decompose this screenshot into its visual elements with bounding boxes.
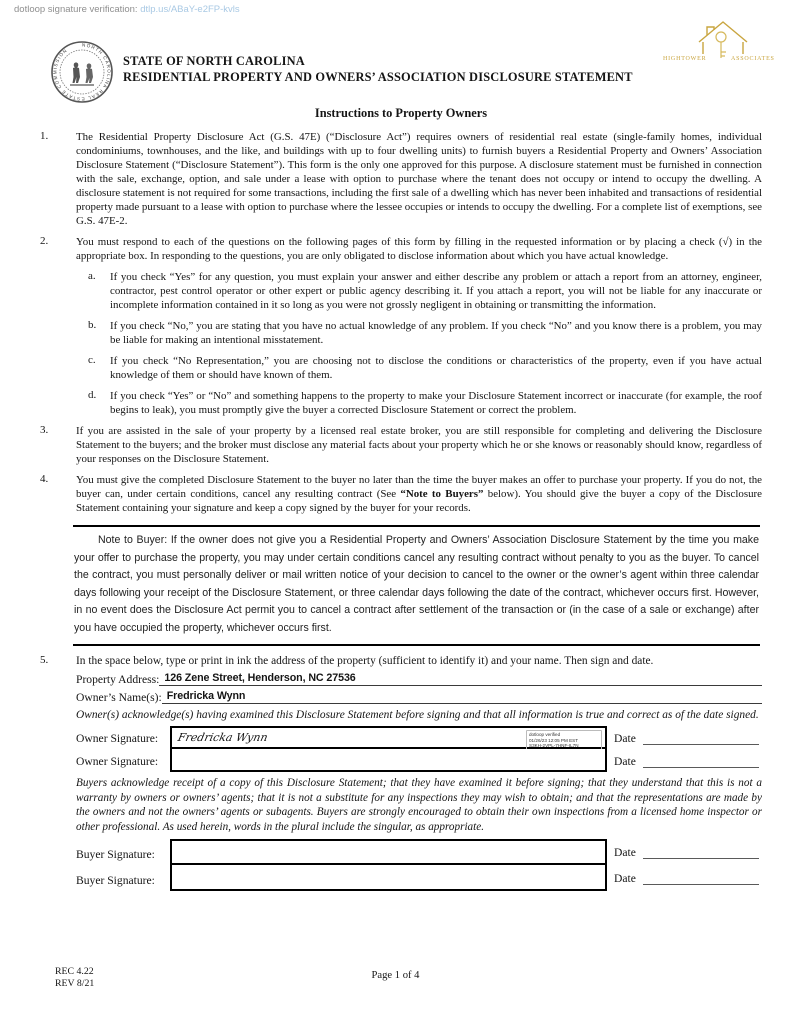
logo-word-right: ASSOCIATES: [731, 56, 775, 62]
owners-name-label: Owner’s Name(s):: [76, 690, 162, 704]
verification-bar: [14, 4, 240, 15]
note-to-buyer-box: Note to Buyer: If the owner does not give you a Residential Property and Owners’ Association Disclosure Statement by the time you make your offer to purchase the property, you may under certain conditions cancel any resulting contract without penalty to you as the buyer. To cancel the contract, you must personally deliver or mail written notice of your decision to cancel to the owner or the owner’s agent within three calendar days following your receipt of the Disclosure Statement, or three calendar days following the date of the contract, whichever occurs first. However, in no event does the Disclosure Act permit you to cancel a contract after settlement of the transaction or (in the case of a sale or exchange) after you have occupied the property, whichever occurs first.: [73, 525, 760, 646]
item-number: 5.: [40, 653, 49, 666]
stamp-line: S3KH-2VPL-7HNF-IL7N: [529, 742, 579, 748]
date-label: Date: [614, 754, 636, 768]
item-text: In the space below, type or print in ink the address of the property (sufficient to identify it) and your name. Then sign and date.: [76, 654, 654, 667]
item-number: 2.: [40, 235, 49, 247]
instruction-sub-d: [40, 389, 762, 417]
instruction-item-4: [40, 473, 762, 515]
stamp-line: 01/26/23 12:05 PM EST: [529, 737, 579, 743]
owner-signature-field-2[interactable]: [170, 749, 607, 772]
buyer-signature-label: Buyer Signature:: [76, 873, 155, 887]
brokerage-logo: [661, 12, 785, 68]
instruction-item-1: [40, 130, 762, 228]
owner-signature-field-1[interactable]: [170, 726, 607, 749]
property-address-label: Property Address:: [76, 672, 160, 686]
buyers-acknowledgment: Buyers acknowledge receipt of a copy of this Disclosure Statement; that they have examined it before signing; that they understand that this is not a warranty by owners or owners’ agents; that it is not a substitute for any inspections they may wish to obtain; and that the representations are made by the owners and not the owners’ agents or subagents. Buyers are strongly encouraged to obtain their own inspections from a licensed home inspector or other professional. As used herein, words in the plural include the singular, as appropriate.: [76, 777, 762, 833]
sub-text: If you check “Yes” for any question, you must explain your answer and either describe any problem or attach a report from an attorney, engineer, contractor, pest control operator or other expert or public agency describing it. If you attach a report, you will not be liable for any inaccurate or incomplete information contained in it so long as you were not grossly negligent in obtaining or transmitting the information.: [110, 271, 762, 311]
instruction-item-3: [40, 424, 762, 466]
owner-signature-label: Owner Signature:: [76, 732, 159, 746]
verification-label: dotloop signature verification:: [14, 4, 138, 15]
title-line-1: STATE OF NORTH CAROLINA: [123, 54, 305, 68]
rec-number: REC 4.22: [55, 966, 94, 977]
stamp-line: dotloop verified: [529, 732, 561, 738]
owners-name-field[interactable]: Fredricka Wynn: [162, 689, 762, 704]
document-title: [123, 53, 633, 85]
date-label: Date: [614, 731, 636, 745]
date-group: [614, 871, 759, 885]
instruction-item-5: [40, 654, 762, 668]
instruction-sub-b: [40, 319, 762, 347]
property-address-field[interactable]: 126 Zene Street, Henderson, NC 27536: [159, 671, 762, 686]
title-line-2: RESIDENTIAL PROPERTY AND OWNERS’ ASSOCIATION DISCLOSURE STATEMENT: [123, 70, 633, 84]
page-number: Page 1 of 4: [371, 970, 420, 981]
date-label: Date: [614, 871, 636, 885]
date-field[interactable]: [643, 731, 759, 745]
rev-number: REV 8/21: [55, 977, 95, 989]
date-label: Date: [614, 845, 636, 859]
sub-letter: a.: [88, 270, 96, 282]
item-number: 4.: [40, 473, 49, 485]
sub-letter: c.: [88, 354, 96, 366]
sub-text: If you check “No,” you are stating that you have no actual knowledge of any problem. If you check “No” and you know there is a problem, you may be liable for making an intentional misstatement.: [110, 320, 762, 346]
owner-signature-label: Owner Signature:: [76, 755, 159, 769]
item-text: [76, 473, 762, 515]
document-body: [40, 106, 762, 891]
buyer-signature-row-1: [76, 839, 762, 865]
svg-text:NORTH CAROLINA REAL ESTATE COM: [52, 42, 111, 101]
item-number: 1.: [40, 130, 49, 142]
item-text: You must respond to each of the questions on the following pages of this form by filling in the requested information or by placing a check (√) in the appropriate box. In responding to the questions, you are only obligated to disclose information about which you have actual knowledge.: [76, 236, 762, 262]
date-field[interactable]: [643, 871, 759, 885]
date-field[interactable]: [643, 845, 759, 859]
owner-signature-script: Fredricka Wynn: [176, 731, 269, 745]
instructions-heading: Instructions to Property Owners: [314, 106, 488, 120]
date-group: [614, 731, 759, 745]
logo-word-left: HIGHTOWER: [663, 56, 707, 62]
property-address-row: [76, 671, 762, 686]
owners-name-row: [76, 689, 762, 704]
instruction-sub-c: [40, 354, 762, 382]
buyer-signature-label: Buyer Signature:: [76, 847, 155, 861]
item4-bold: “Note to Buyers”: [400, 488, 484, 500]
verification-link[interactable]: dtlp.us/ABaY-e2FP-kvls: [140, 4, 240, 15]
instruction-sub-a: [40, 270, 762, 312]
owner-signature-row-1: [76, 726, 762, 749]
dotloop-stamp: [526, 730, 602, 750]
buyer-signature-field-2[interactable]: [170, 865, 607, 891]
buyer-signature-field-1[interactable]: [170, 839, 607, 865]
item-text: If you are assisted in the sale of your property by a licensed real estate broker, you are still responsible for completing and delivering the Disclosure Statement to the buyers; and the broker must disclose any material facts about your property which he or she knows or reasonably should know, regardless of your responses on the Disclosure Statement.: [76, 425, 762, 465]
item4-pre: You must give the completed Disclosure Statement to the buyer no later than the time the buyer makes an offer to purchase your property. If you do not, the buyer can, under certain conditions, cancel any resulting contract (See: [76, 474, 762, 500]
instruction-item-2: [40, 235, 762, 263]
sub-text: If you check “No Representation,” you are choosing not to disclose the conditions or characteristics of the property, even if you have actual knowledge of them or should have known of them.: [110, 355, 762, 381]
owner-acknowledgment: Owner(s) acknowledge(s) having examined this Disclosure Statement before signing and that all information is true and correct as of the date signed.: [76, 708, 759, 721]
item4-post: below). You should give the buyer a copy of the Disclosure Statement containing your signature and keep a copy signed by the buyer for your records.: [76, 488, 762, 514]
item-number: 3.: [40, 424, 49, 436]
date-field[interactable]: [643, 754, 759, 768]
item-text: The Residential Property Disclosure Act (G.S. 47E) (“Disclosure Act”) requires owners of residential real estate (single-family homes, individual condominiums, townhouses, and the like, and buildings with up to four dwelling units) to furnish buyers a Residential Property and Owners’ Association Disclosure Statement (“Disclosure Statement”). This form is the only one approved for this purpose. A disclosure statement must be furnished in connection with the sale, exchange, option, and sale under a lease with option to purchase where the tenant does not occupy or intend to occupy the dwelling. A disclosure statement is not required for some transactions, including the first sale of a dwelling which has never been inhabited and transactions of residential property made pursuant to a lease with option to purchase where the lessee occupies or intends to occupy the dwelling. For a complete list of exemptions, see G.S. 47E-2.: [76, 131, 762, 227]
owner-signature-row-2: [76, 749, 762, 772]
date-group: [614, 754, 759, 768]
seal-ring-text: NORTH CAROLINA REAL ESTATE COMMISSION: [52, 42, 112, 102]
sub-text: If you check “Yes” or “No” and something happens to the property to make your Disclosure Statement incorrect or inaccurate (for example, the roof begins to leak), you must promptly give the buyer a corrected Disclosure Statement or correct the problem.: [110, 390, 762, 416]
sub-letter: d.: [88, 389, 97, 401]
buyer-signature-row-2: [76, 865, 762, 891]
date-group: [614, 845, 759, 859]
sub-letter: b.: [88, 319, 97, 331]
nc-real-estate-commission-seal-icon: [50, 40, 114, 104]
